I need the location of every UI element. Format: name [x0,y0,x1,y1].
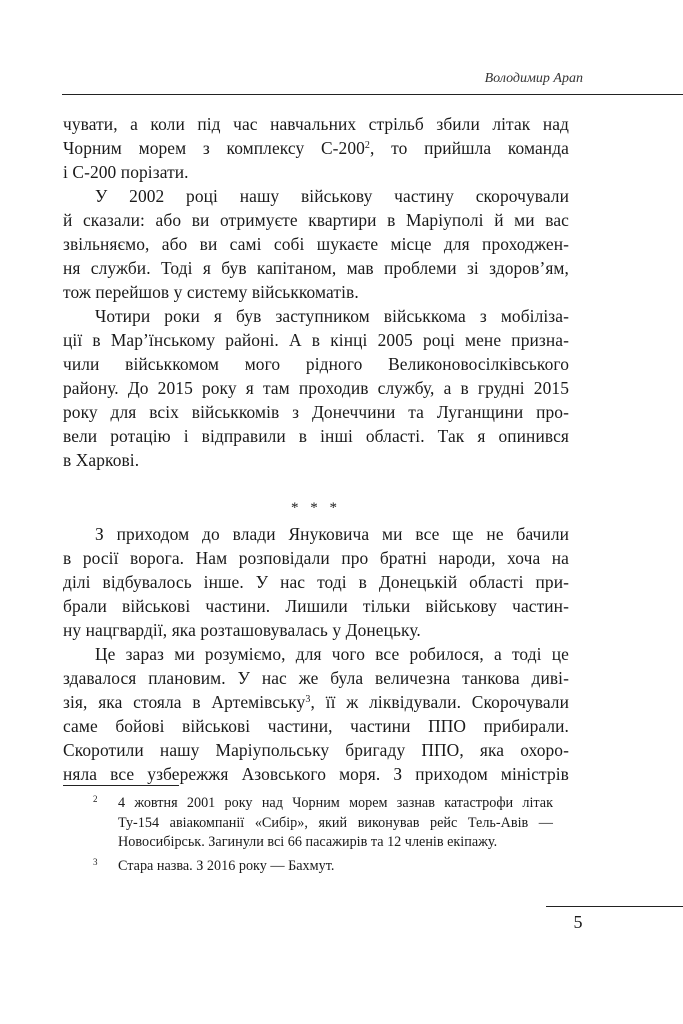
text-line: чувати, а коли під час навчальних стрільб збили літак над [63,114,569,134]
text-fragment: Чорним морем з комплексу С-200 [63,138,365,158]
footnote-line: Стара назва. З 2016 року — Бахмут. [118,857,335,874]
running-header-author: Володимир Арап [484,71,583,86]
text-line: Чотири роки я був заступником військкома з мобіліза- [95,306,569,326]
text-fragment: , її ж ліквідували. Скорочували [310,692,569,712]
text-line: брали військові частини. Лишили тільки військову частин- [63,596,569,616]
footnote-line: 4 жовтня 2001 року над Чорним морем зазнав катастрофи літак [118,795,553,811]
header-rule [62,94,683,95]
body-text [63,112,569,786]
footnote-ref-2: 2 [364,140,371,151]
footnote-line: Новосибірськ. Загинули всі 66 пасажирів та 12 членів екіпажу. [118,834,498,850]
text-line: вели ротацію і відправили в інші області. Так я опинився [63,426,569,446]
text-line: ну нацгвардії, яка розташовувалась у Донецьку. [63,620,421,640]
footnotes [63,794,553,880]
text-line: звільняємо, або ви самі собі шукаєте місце для проходжен- [63,234,569,254]
footnote-2 [63,794,553,853]
text-line: в росії ворога. Нам розповідали про братні народи, хоча на [63,548,569,568]
text-line: року для всіх військкомів з Донеччини та Луганщини про- [63,402,569,422]
footnote-line: Ту-154 авіакомпанії «Сибір», який виконував рейс Тель-Авів — [118,814,553,831]
text-line: ції в Мар’їнському районі. А в кінці 2005 році мене призна- [63,330,569,350]
text-fragment: зія, яка стояла в Артемівську [63,692,306,712]
footer-rule [546,906,683,907]
footnote-3 [63,857,553,877]
text-line: і С-200 порізати. [63,162,189,182]
footnote-number: 2 [93,794,98,804]
text-line: й сказали: або ви отримуєте квартири в Маріуполі й ми вас [63,210,569,230]
text-line: Скоротили нашу Маріупольську бригаду ППО, яка охоро- [63,740,569,760]
text-line: здавалося плановим. У нас же була величезна танкова диві- [63,668,569,688]
text-line: ділі відбувалось інше. У нас тоді в Донецькій області при- [63,572,569,592]
text-line: чили військкомом мого рідного Великоновосілківського [63,354,569,374]
text-line: тож перейшов у систему військкоматів. [63,282,359,302]
text-line: У 2002 році нашу військову частину скорочували [95,186,569,206]
text-line-with-footnote [63,690,569,714]
footnote-number: 3 [93,856,98,867]
text-line: саме бойові військові частини, частини ППО прибирали. [63,716,569,736]
section-break-asterisks: * * * [291,500,341,516]
text-line: ня служби. Тоді я був капітаном, мав проблеми зі здоров’ям, [63,258,569,278]
text-line: З приходом до влади Януковича ми все ще не бачили [95,524,569,544]
text-fragment: , то прийшла команда [370,138,569,158]
text-line: в Харкові. [63,450,140,470]
text-line: няла все узбережжя Азовського моря. З приходом міністрів [63,764,569,784]
footnote-rule [63,785,179,786]
footnote-ref-3: 3 [305,694,311,705]
page-number: 5 [573,912,583,932]
text-line-with-footnote [63,136,569,160]
text-line: району. До 2015 року я там проходив службу, а в грудні 2015 [63,378,569,398]
text-line: Це зараз ми розуміємо, для чого все робилося, а тоді це [95,644,569,664]
spacer [63,472,569,496]
